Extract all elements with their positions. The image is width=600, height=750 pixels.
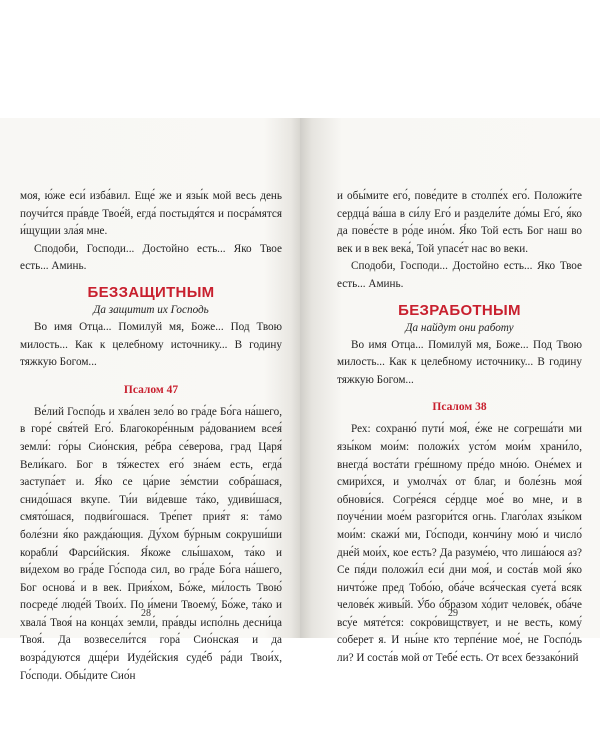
right-text-column (337, 188, 582, 668)
intro-prayer: Во имя Отца... Помилуй мя, Боже... Под Твою милость... Как к целебному источнику... В годину тяжкую Богом... (337, 338, 582, 386)
section-heading: БЕЗРАБОТНЫМ (398, 301, 521, 319)
closing-prayer: Сподоби, Господи... Достойно есть... Яко Твое есть... Аминь. (337, 260, 582, 290)
book-spread (0, 118, 600, 682)
section-heading: БЕЗЗАЩИТНЫМ (87, 283, 215, 301)
intro-prayer: Во имя Отца... Помилуй мя, Боже... Под Твою милость... Как к целебному источнику... В годину тяжкую Богом... (20, 320, 282, 369)
psalm-title: Псалом 38 (432, 401, 487, 414)
paragraph: моя, ю́же еси́ изба́вил. Еще́ же и язы́к мой весь день поучи́тся пра́вде Твое́й, егда́ постыдя́тся и посра́мятся и́щущии зла́я мне. (20, 190, 282, 238)
left-text-column (20, 188, 282, 685)
psalm-text: Ве́лий Госпо́дь и хва́лен зело́ во гра́де Бо́га на́шего, в горе́ свя́тей Его́. Благокоре́нным ра́дованием всея́ земли́: го́ры Сио́нския, ре́бра се́верова, град Царя́ Вели́каго. Бог в тя́жестех его́ зна́ем есть, егда́ заступа́ет и. Я́ко се ца́рие зе́мстии собра́шася, снидо́шася вкупе. Ти́и ви́девше та́ко, удиви́шася, смято́шася, подви́гошася. Тре́пет прия́т я: та́мо боле́зни я́ко ражда́ющия. Ду́хом бу́рным сокруши́ши корабли́ Фарси́йския. Я́коже слы́шахом, та́ко и ви́дехом во гра́де Го́спода сил, во гра́де Бо́га на́шего, Бог основа́ и в век. Прия́хом, Бо́же, ми́лость Твою́ посреде́ люде́й Твои́х. По и́мени Твоему́, Бо́же, та́ко и хвала́ Твоя́ на конца́х земли́, пра́вды испо́лнь десни́ца Твоя́. Да возвесели́тся гора́ Сио́нская и да возра́дуются дще́ри Иуде́йския суде́б ра́ди Твои́х, Го́споди. Обы́дите Сио́н (20, 405, 282, 682)
section-subtitle: Да защитит их Господь (93, 303, 209, 316)
page-number: 28 (141, 608, 151, 619)
closing-prayer: Сподоби, Господи... Достойно есть... Яко Твое есть... Аминь. (20, 242, 282, 273)
section-subtitle: Да найдут они работу (405, 321, 514, 334)
right-page (300, 118, 600, 665)
page-number: 29 (448, 608, 458, 619)
psalm-title: Псалом 47 (123, 383, 179, 396)
left-page (0, 118, 300, 682)
psalm-text: Рех: сохраню́ пути́ моя́, е́же не согреша́ти ми язы́ком мои́м: положи́х усто́м мои́м храни́ло, внегда́ воста́ти гре́шному пре́до мно́ю. Оне́мех и смири́хся, и умолча́х от благ, и боле́знь моя́ обнови́ся. Согре́яся се́рдце мое́ во мне, и в поуче́нии мое́м разгори́тся огнь. Глаго́лах язы́ком мои́м: скажи́ ми, Го́споди, кончи́ну мою́ и число́ дне́й мои́х, кое есть? Да разуме́ю, что лиша́юся аз? Се пя́ди положи́л еси́ дни моя́, и соста́в мой я́ко ничто́же пред Тобо́ю, оба́че вся́ческая суета́ всяк челове́к живы́й. У́бо о́бразом хо́дит челове́к, оба́че всу́е мяте́тся: сокро́вищствует, и не весть, кому́ соберет я. И ны́не кто терпе́ние мое́, не Госпо́дь ли? И соста́в мой от Тебе́ есть. От всех беззако́ний (337, 423, 582, 665)
paragraph: и обы́мите его́, пове́дите в столпе́х его́. Положи́те сердца́ ва́ша в си́лу Его́ и раздели́те до́мы Его́, я́ко да пове́сте в ро́де ино́м. Я́ко Той есть Бог наш во век и в век века́, Той упасе́т нас во веки. (337, 190, 582, 255)
